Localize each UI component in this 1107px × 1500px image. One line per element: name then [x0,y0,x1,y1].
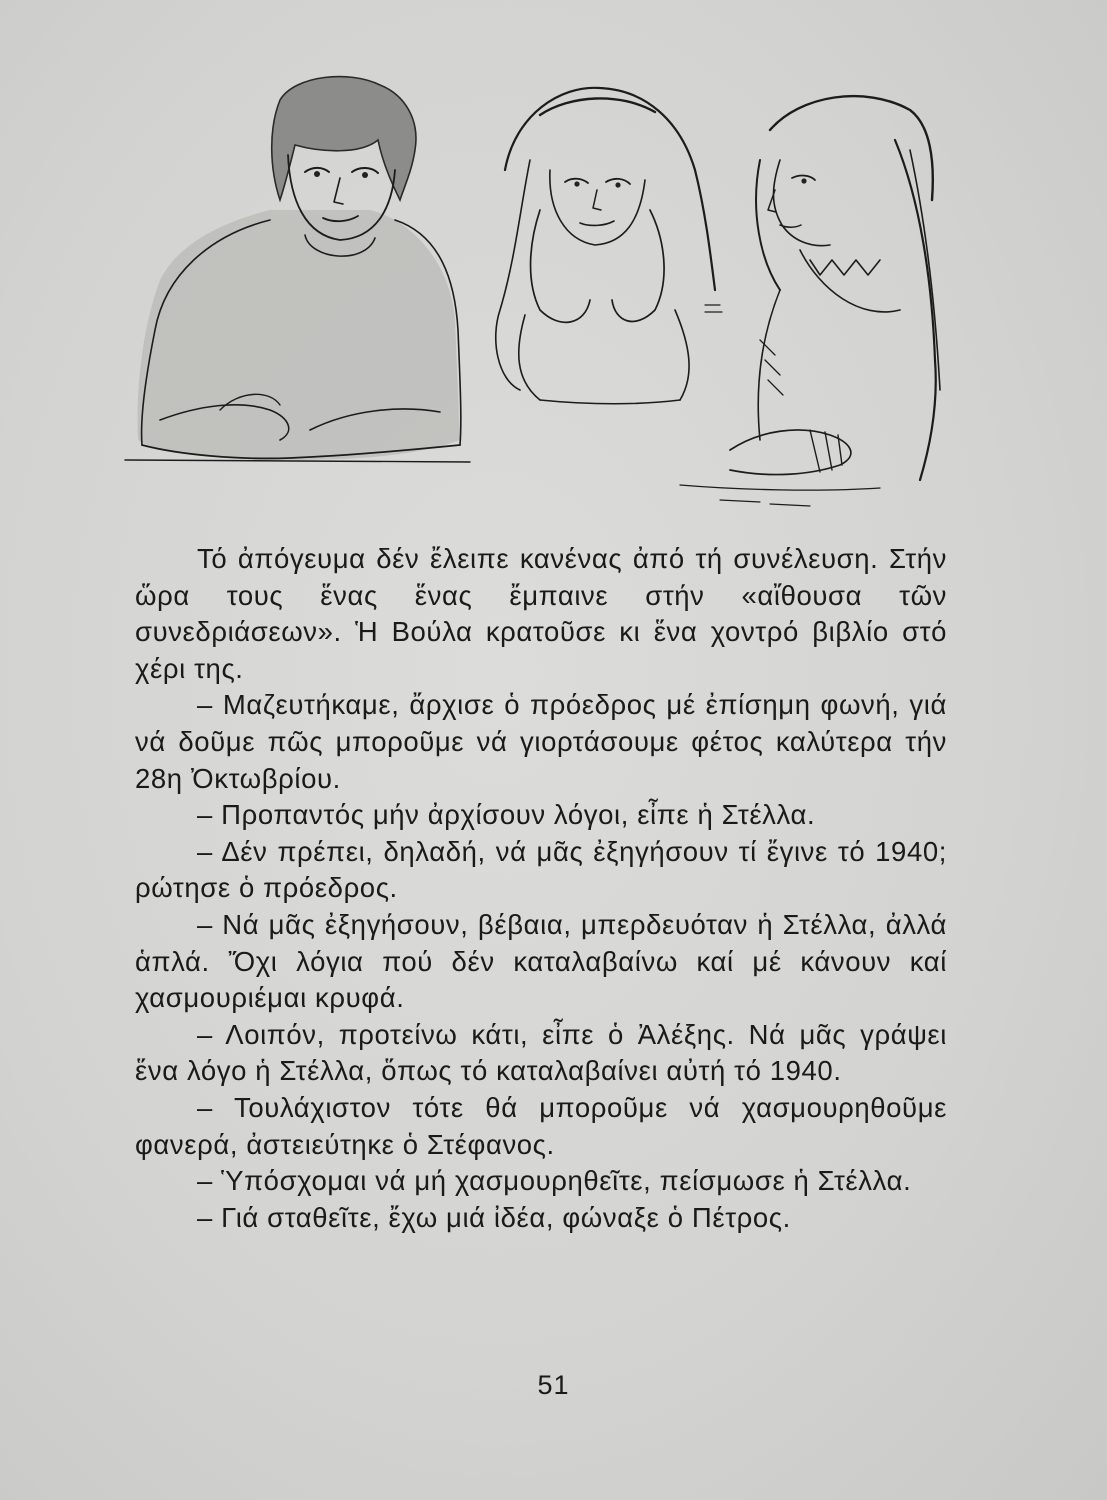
paragraph: – Τουλάχιστον τότε θά μποροῦμε νά χασμουρηθοῦμε φανερά, ἀστειεύτηκε ὁ Στέφανος. [135,1091,947,1160]
paragraph: – Γιά σταθεῖτε, ἔχω μιά ἰδέα, φώναξε ὁ Πέτρος. [197,1201,791,1233]
paragraph: – Νά μᾶς ἐξηγήσουν, βέβαια, μπερδευόταν ἡ Στέλλα, ἀλλά ἁπλά. Ὄχι λόγια πού δέν καταλαβαίνω καί μέ κάνουν καί χασμουριέμαι κρυφά. [135,908,947,1014]
page-number: 51 [537,1370,570,1400]
paragraph: Τό ἀπόγευμα δέν ἔλειπε κανένας ἀπό τή συνέλευση. Στήν ὥρα τους ἕνας ἕνας ἔμπαινε στήν «αἴθουσα τῶν συνεδριάσεων». Ἡ Βούλα κρατοῦσε κι ἕνα χοντρό βιβλίο στό χέρι της. [135,543,947,684]
paragraph: – Μαζευτήκαμε, ἄρχισε ὁ πρόεδρος μέ ἐπίσημη φωνή, γιά νά δοῦμε πῶς μποροῦμε νά γιορτάσουμε φέτος καλύτερα τήν 28η Ὀκτωβρίου. [135,689,947,794]
girl-hands-on-cheeks-figure [496,88,722,404]
illustration-three-children [120,60,960,530]
paragraph: – Προπαντός μήν ἀρχίσουν λόγοι, εἶπε ἡ Στέλλα. [197,799,816,831]
paragraph: – Λοιπόν, προτείνω κάτι, εἶπε ὁ Ἀλέξης. Νά μᾶς γράψει ἕνα λόγο ἡ Στέλλα, ὅπως τό καταλαβαίνει αὐτή τό 1940. [135,1018,947,1087]
paragraph: – Ὑπόσχομαι νά μή χασμουρηθεῖτε, πείσμωσε ἡ Στέλλα. [197,1165,912,1197]
paragraph: – Δέν πρέπει, δηλαδή, νά μᾶς ἐξηγήσουν τί ἔγινε τό 1940; ρώτησε ὁ πρόεδρος. [135,835,947,904]
body-text [135,541,947,1236]
boy-figure [125,77,470,462]
girl-profile-figure [680,96,940,506]
